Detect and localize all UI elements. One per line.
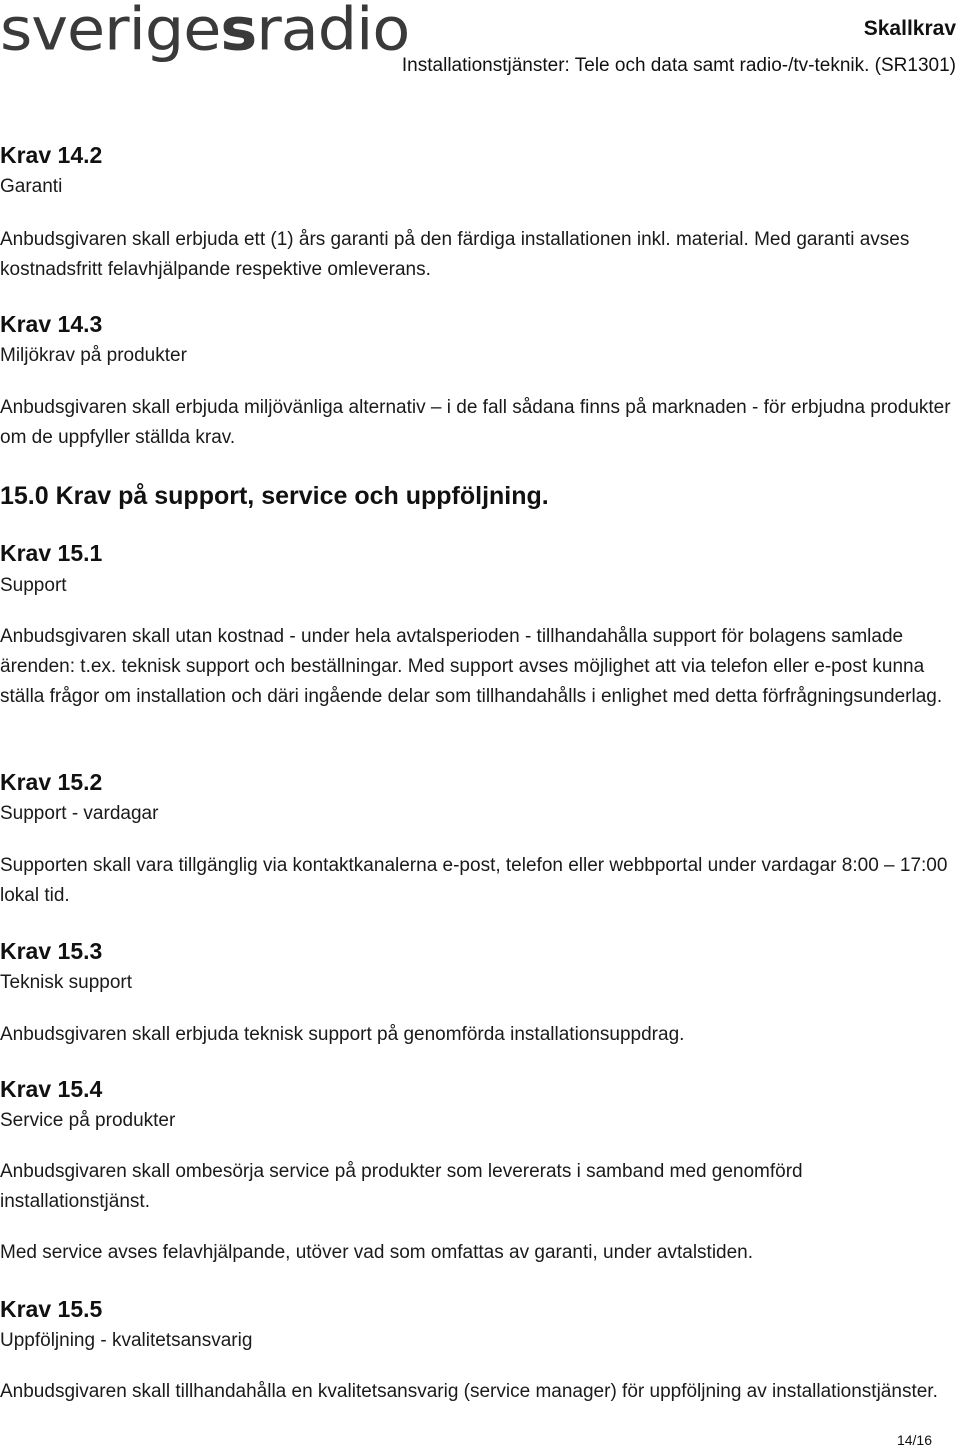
section-15-heading: 15.0 Krav på support, service och uppföljning. [0,482,549,510]
krav-15-2-subtitle: Support - vardagar [0,803,159,824]
krav-15-3-heading: Krav 15.3 [0,938,103,964]
krav-14-3-subtitle: Miljökrav på produkter [0,345,187,366]
header-subtitle: Installationstjänster: Tele och data samt radio-/tv-teknik. (SR1301) [401,55,956,76]
krav-15-2-text: Supporten skall vara tillgänglig via kontaktkanalerna e-post, telefon eller webbportal under vardagar 8:00 – 17:00 lokal tid. [0,855,948,906]
krav-15-3-subtitle: Teknisk support [0,972,133,993]
sveriges-radio-logo: sverigesradio [0,0,410,64]
krav-15-1-subtitle: Support [0,575,67,596]
krav-14-3-text: Anbudsgivaren skall erbjuda miljövänliga alternativ – i de fall sådana finns på marknaden - för erbjudna produkter om de uppfyller ställda krav. [0,397,951,448]
krav-15-3-text: Anbudsgivaren skall erbjuda teknisk support på genomförda installationsuppdrag. [0,1024,685,1045]
krav-15-5-text: Anbudsgivaren skall tillhandahålla en kvalitetsansvarig (service manager) för uppföljning av installationstjänster. [0,1381,938,1402]
page-number: 14/16 [896,1432,932,1448]
krav-15-4-subtitle: Service på produkter [0,1110,176,1131]
krav-15-5-subtitle: Uppföljning - kvalitetsansvarig [0,1330,253,1351]
krav-15-1-heading: Krav 15.1 [0,540,103,566]
krav-14-2-heading: Krav 14.2 [0,142,103,168]
krav-14-2-text: Anbudsgivaren skall erbjuda ett (1) års garanti på den färdiga installationen inkl. material. Med garanti avses kostnadsfritt felavhjälpande respektive omleverans. [0,229,910,280]
krav-15-4-heading: Krav 15.4 [0,1076,103,1102]
krav-15-2-heading: Krav 15.2 [0,769,103,795]
krav-15-4-text-2: Med service avses felavhjälpande, utöver vad som omfattas av garanti, under avtalstiden. [0,1242,754,1263]
krav-14-3-heading: Krav 14.3 [0,311,103,337]
krav-14-2-subtitle: Garanti [0,176,63,197]
krav-15-5-heading: Krav 15.5 [0,1296,103,1322]
krav-15-1-text: Anbudsgivaren skall utan kostnad - under hela avtalsperioden - tillhandahålla support för bolagens samlade ärenden: t.ex. teknisk support och beställningar. Med support avses möjlighet att via telefon eller e-post kunna ställa frågor om installation och däri ingående delar som tillhandahålls i enlighet med detta förfrågningsunderlag. [0,626,943,707]
krav-15-4-text: Anbudsgivaren skall ombesörja service på produkter som levererats i samband med genomförd installationstjänst. [0,1161,803,1212]
header-title: Skallkrav [863,17,956,40]
